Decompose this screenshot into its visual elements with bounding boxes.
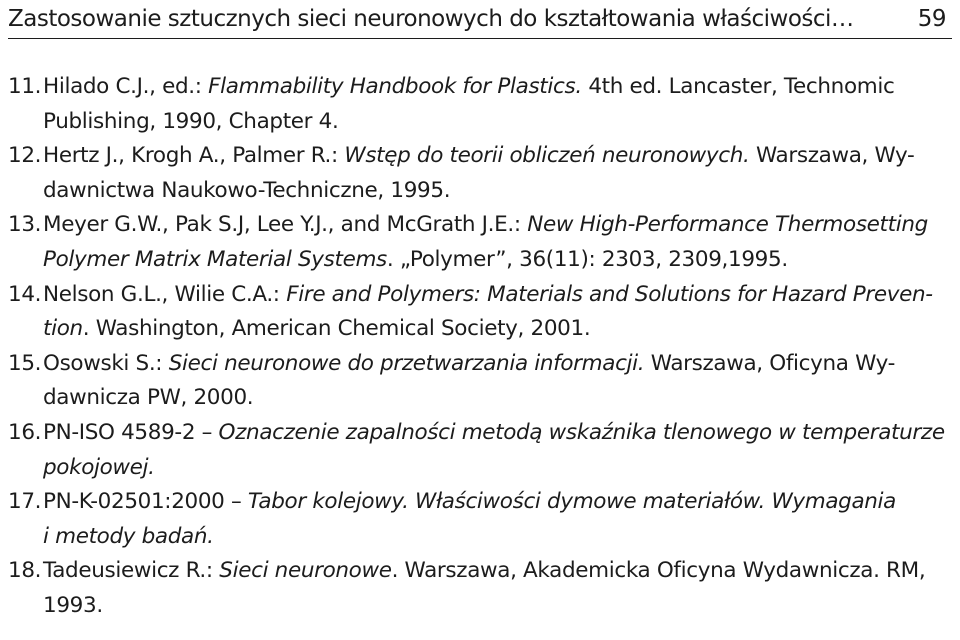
reference-number: 15. [8,350,42,376]
reference-number: 14. [8,281,42,307]
reference-title: Fire and Polymers: Materials and Solutions for Hazard Preven- [286,281,933,307]
reference-line: dawnicza PW, 2000. [43,385,254,411]
reference-number: 12. [8,143,42,169]
reference-authors: Osowski S.: [43,350,163,376]
reference-title: Oznaczenie zapalności metodą wskaźnika tlenowego w temperaturze [218,419,945,445]
reference-line [43,347,952,382]
reference-authors: Tadeusiewicz R.: [43,558,213,584]
reference-number: 11. [8,74,42,99]
reference-number: 17. [8,489,42,515]
reference-line [43,520,952,555]
reference-line [43,451,952,486]
reference-details: . „Polymer”, 36(11): 2303, 2309,1995. [386,246,788,272]
reference-details: . Warszawa, Akademicka Oficyna Wydawnicza. RM, [391,558,926,584]
reference-number: 18. [8,558,42,584]
reference-item [8,208,952,277]
reference-authors: PN-ISO 4589-2 – [43,419,213,445]
reference-line [43,139,952,174]
reference-details: . Washington, American Chemical Society, 2001. [82,316,591,342]
reference-line [43,416,952,451]
running-title: Zastosowanie sztucznych sieci neuronowych do kształtowania właściwości… [8,6,854,32]
running-header [8,2,952,36]
reference-list [8,70,952,624]
reference-title: Sieci neuronowe do przetwarzania informacji. [168,350,645,376]
reference-line: 1993. [43,592,103,618]
reference-details: Warszawa, Wy- [756,143,915,169]
reference-authors: Hertz J., Krogh A., Palmer R.: [43,143,338,169]
reference-item [8,416,952,485]
reference-authors: Meyer G.W., Pak S.J, Lee Y.J., and McGrath J.E.: [43,212,521,238]
reference-title: i metody badań. [43,523,214,549]
reference-line [43,278,952,313]
reference-title: Sieci neuronowe [219,558,392,584]
header-rule [8,38,952,39]
reference-title: pokojowej. [43,454,155,480]
reference-title: tion [43,316,83,342]
reference-line [43,243,952,278]
reference-title: Tabor kolejowy. Właściwości dymowe materiałów. Wymagania [247,489,897,515]
reference-line: dawnictwa Naukowo-Techniczne, 1995. [43,177,451,203]
reference-line [43,312,952,347]
reference-authors: Hilado C.J., ed.: [43,74,202,99]
reference-item [8,554,952,623]
reference-item [8,485,952,554]
reference-authors: Nelson G.L., Wilie C.A.: [43,281,280,307]
reference-title: New High-Performance Thermosetting [527,212,928,238]
reference-details: 4th ed. Lancaster, Technomic [588,74,895,99]
reference-item [8,70,952,139]
reference-line [43,554,952,589]
reference-details: Warszawa, Oficyna Wy- [650,350,896,376]
reference-item [8,347,952,416]
reference-title: Wstęp do teorii obliczeń neuronowych. [344,143,750,169]
reference-line: Publishing, 1990, Chapter 4. [43,108,339,134]
reference-item [8,139,952,208]
page-number: 59 [917,6,946,32]
reference-item [8,278,952,347]
reference-title: Polymer Matrix Material Systems [43,246,387,272]
reference-number: 13. [8,212,42,238]
reference-line [43,485,952,520]
reference-number: 16. [8,419,42,445]
reference-authors: PN-K-02501:2000 – [43,489,242,515]
reference-title: Flammability Handbook for Plastics. [208,74,582,99]
reference-line [43,70,952,105]
reference-line [43,208,952,243]
